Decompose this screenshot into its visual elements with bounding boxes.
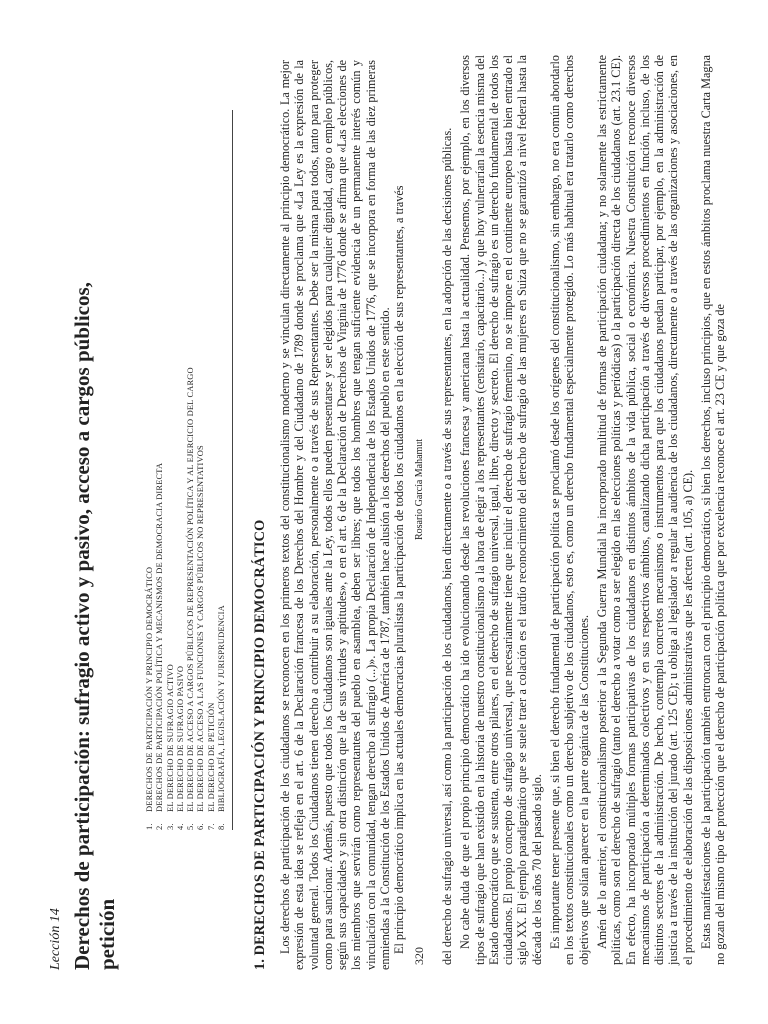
toc-text: BIBLIOGRAFÍA, LEGISLACIÓN Y JURISPRUDENCIA (217, 605, 227, 812)
right-body-text (440, 55, 732, 965)
toc-item (217, 110, 227, 830)
toc-text: EL DERECHO DE PETICIÓN (206, 702, 216, 812)
toc-item (196, 110, 206, 830)
left-body-text (278, 60, 407, 970)
section-heading: 1. DERECHOS DE PARTICIPACIÓN Y PRINCIPIO DEMOCRÁTICO (252, 519, 268, 970)
table-of-contents (145, 110, 227, 830)
body-paragraph: del derecho de sufragio universal, así como la participación de los ciudadanos, bien directamente o a través de sus representantes, en la adopción de las decisiones públicas. (440, 127, 454, 965)
body-paragraph: Los derechos de participación de los ciudadanos se reconocen en los primeros textos del constitucionalismo moderno y se vinculan directamente al principio democrático. La mejor expresión de esta idea se refleja en el art. 6 de la Declaración francesa de los Derechos del Hombre y del Ciudadano de 1789 donde se proclama que «La Ley es la expresión de la voluntad general. Todos los Ciudadanos tienen derecho a contribuir a su elaboración, personalmente o a través de sus Representantes. Debe ser la misma para todos, tanto para proteger como para sancionar. Además, puesto que todos los Ciudadanos son iguales ante la Ley, todos ellos pueden presentarse y ser elegidos para cualquier dignidad, cargo o empleo públicos, según sus capacidades y sin otra distinción que la de sus virtudes y aptitudes», o en el art. 6 de la Declaración de Derechos de Virginia de 1776 donde se afirma que «Las elecciones de los miembros que servirán como representantes del pueblo en asamblea, deben ser libres; que todos los hombres que tengan suficiente evidencia de un permanente interés común y vinculación con la comunidad, tengan derecho al sufragio (...)». La propia Declaración de Independencia de los Estados Unidos de 1776, que se incorpora en forma de las diez primeras enmiendas a la Constitución de los Estados Unidos de América de 1787, también hace alusión a los derechos del pueblo en este sentido. (278, 60, 393, 970)
toc-number: 5. (186, 823, 196, 830)
toc-text: EL DERECHO DE ACCESO A CARGOS PÚBLICOS DE REPRESENTACIÓN POLÍTICA Y AL EJERCICIO DEL CARGO (186, 367, 196, 812)
toc-text: DERECHOS DE PARTICIPACIÓN Y PRINCIPIO DEMOCRÁTICO (145, 566, 154, 812)
body-paragraph: Es importante tener presente que, si bien el derecho fundamental de participación política se proclamó desde los orígenes del constitucionalismo, sin embargo, no era común abordarlo en los textos constitucionales como un derecho subjetivo de los ciudadanos, esto es, como un derecho fundamental especialmente protegido. Lo más habitual era tratarlo como derechos objetivos que solían aparecer en la parte orgánica de las Constituciones. (548, 55, 591, 965)
lesson-label: Lección 14 (48, 908, 63, 970)
toc-number: 6. (196, 823, 206, 830)
body-paragraph: Estas manifestaciones de la participación también entroncan con el principio democrático, si bien los derechos, incluso principios, que en estos ámbitos proclama nuestra Carta Magna no gozan del mismo tipo de protección que el derecho de participación política que por excelencia reconoce el art. 23 CE y que goza de (699, 55, 728, 965)
toc-item (186, 110, 196, 830)
toc-number: 3. (165, 823, 175, 830)
toc-divider (232, 110, 233, 830)
toc-item (207, 110, 217, 830)
toc-text: EL DERECHO DE ACCESO A LAS FUNCIONES Y CARGOS PÚBLICOS NO REPRESENTATIVOS (196, 445, 206, 812)
running-head: Rosario García Mahamut (414, 438, 425, 540)
toc-number: 8. (217, 823, 227, 830)
toc-text: EL DERECHO DE SUFRAGIO ACTIVO (165, 664, 175, 812)
toc-item (176, 110, 186, 830)
body-paragraph: El principio democrático implica en las actuales democracias pluralistas la participación de todos los ciudadanos en la elección de sus representantes, a través (392, 185, 407, 954)
toc-item (145, 110, 155, 830)
body-paragraph: No cabe duda de que el propio principio democrático ha ido evolucionando desde las revoluciones francesa y americana hasta la actualidad. Pensemos, por ejemplo, en los diversos tipos de sufragio que han existido en la historia de nuestro constitucionalismo a la hora de elegir a los representantes (censitario, capacitario...) y que hoy vulnerarían la esencia misma del Estado democrático que se sustenta, entre otros pilares, en el derecho de sufragio universal, igual, libre, directo y secreto. El derecho de sufragio es un derecho fundamental de todos los ciudadanos. El propio concepto de sufragio universal, que necesariamente tiene que incluir el derecho de sufragio femenino, no se impone en el continente europeo hasta bien entrado el siglo XX. El ejemplo paradigmático que se suele traer a colación es el tardío reconocimiento del derecho de sufragio de las mujeres en Suiza que no se garantizó a nivel federal hasta la década de los años 70 del pasado siglo. (458, 55, 544, 965)
body-paragraph: Amén de lo anterior, el constitucionalismo posterior a la Segunda Guerra Mundial ha incorporado multitud de formas de participación ciudadana; y no solamente las estrictamente políticas, como son el derecho de sufragio (tanto el derecho a votar como a ser elegido en las elecciones políticas y periódicas) o la participación directa de los ciudadanos (art. 23.1 CE). En efecto, ha incorporado múltiples formas participativas de los ciudadanos en distintos ámbitos de la vida pública, social o económica. Nuestra Constitución reconoce diversos mecanismos de participación a determinados colectivos y en sus respectivos ámbitos, canalizando dicha participación a través de diversos procedimientos en función, incluso, de los distintos sectores de la administración. De hecho, contempla concretos mecanismos o instrumentos para que los ciudadanos puedan participar, por ejemplo, en la administración de justicia a través de la institución del jurado (art. 125 CE); u obliga al legislador a regular la audiencia de los ciudadanos, directamente o a través de las organizaciones y asociaciones, en el procedimiento de elaboración de las disposiciones administrativas que les afecten (art. 105, a) CE). (594, 55, 695, 965)
toc-text: EL DERECHO DE SUFRAGIO PASIVO (175, 665, 185, 812)
toc-text: DERECHOS DE PARTICIPACIÓN POLÍTICA Y MECANISMOS DE DEMOCRACIA DIRECTA (155, 462, 165, 812)
toc-item (155, 110, 165, 830)
lesson-title: Derechos de participación: sufragio activo y pasivo, acceso a cargos públicos, petición (70, 282, 119, 970)
toc-number: 2. (155, 823, 165, 830)
left-page (40, 20, 407, 1000)
right-page (400, 20, 750, 1000)
toc-number: 7. (206, 823, 216, 830)
page-number: 320 (412, 947, 426, 965)
toc-number: 4. (175, 823, 185, 830)
toc-number: 1. (145, 823, 154, 830)
toc-item (166, 110, 176, 830)
